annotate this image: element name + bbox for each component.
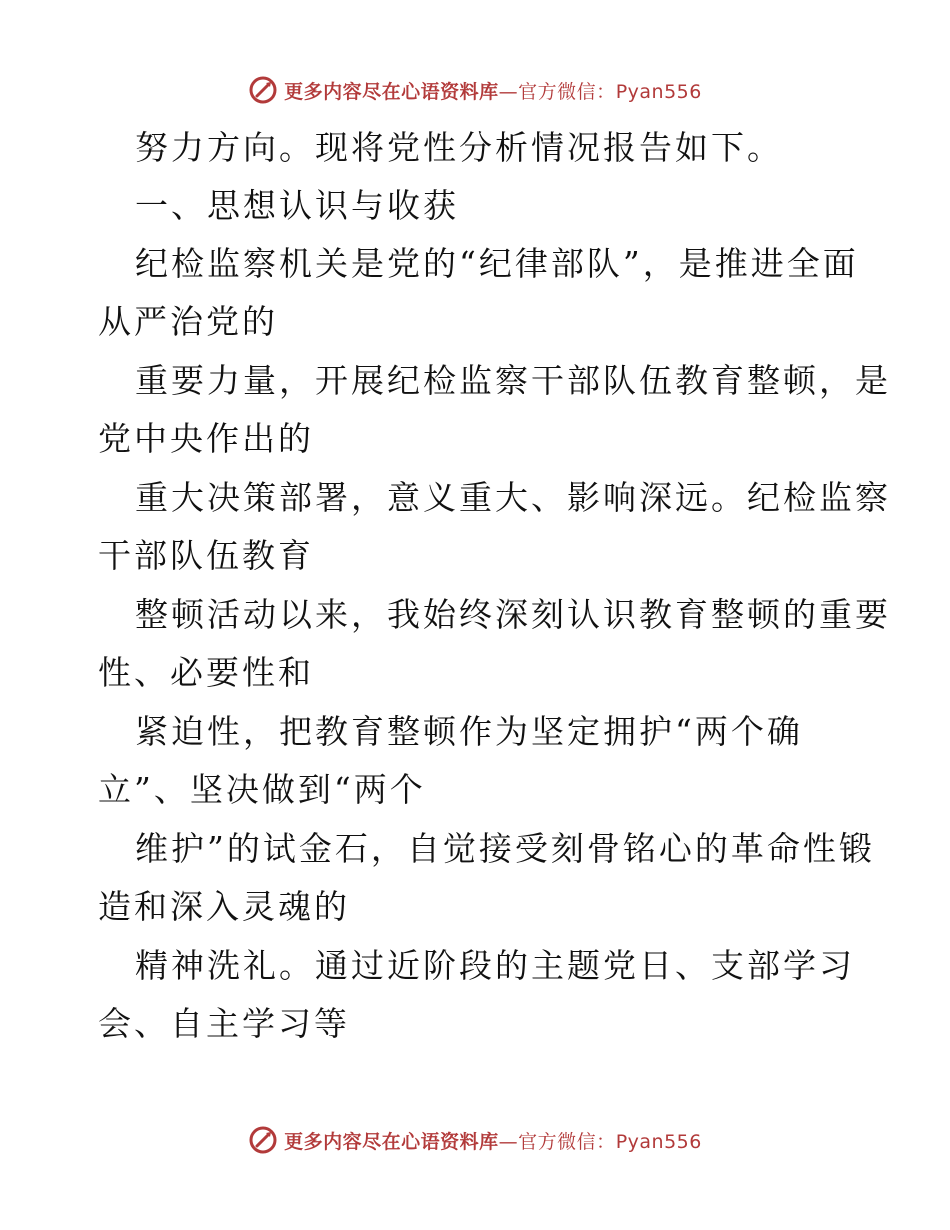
text-line: 造和深入灵魂的 xyxy=(98,887,350,926)
text-line: 立”、坚决做到“两个 xyxy=(98,770,426,809)
brand-logo-icon xyxy=(248,75,278,105)
text-line: 整顿活动以来，我始终深刻认识教育整顿的重要 xyxy=(135,595,891,634)
text-line: 会、自主学习等 xyxy=(98,1004,350,1043)
watermark-header xyxy=(0,70,950,110)
text-line: 干部队伍教育 xyxy=(98,536,314,575)
watermark-footer xyxy=(0,1120,950,1160)
text-line: 党中央作出的 xyxy=(98,419,314,458)
watermark-text xyxy=(284,77,702,104)
text-line: 从严治党的 xyxy=(98,302,278,341)
watermark-separator: — xyxy=(498,80,519,103)
watermark-official: 官方微信： xyxy=(518,1130,616,1153)
watermark-account: Pyan556 xyxy=(615,1130,702,1153)
text-line: 性、必要性和 xyxy=(98,653,314,692)
watermark-account: Pyan556 xyxy=(615,80,702,103)
section-heading: 一、思想认识与收获 xyxy=(135,186,459,225)
text-line: 纪检监察机关是党的“纪律部队”，是推进全面 xyxy=(135,244,859,283)
text-line: 紧迫性，把教育整顿作为坚定拥护“两个确 xyxy=(135,712,803,751)
watermark-separator: — xyxy=(498,1130,519,1153)
text-line: 精神洗礼。通过近阶段的主题党日、支部学习 xyxy=(135,946,855,985)
brand-logo-icon xyxy=(248,1125,278,1155)
watermark-text xyxy=(284,1127,702,1154)
watermark-brand: 更多内容尽在心语资料库 xyxy=(284,80,499,103)
text-line: 努力方向。现将党性分析情况报告如下。 xyxy=(135,128,783,167)
text-line: 重要力量，开展纪检监察干部队伍教育整顿，是 xyxy=(135,361,891,400)
text-line: 重大决策部署，意义重大、影响深远。纪检监察 xyxy=(135,478,891,517)
text-line: 维护”的试金石，自觉接受刻骨铭心的革命性锻 xyxy=(135,829,875,868)
watermark-official: 官方微信： xyxy=(518,80,616,103)
watermark-brand: 更多内容尽在心语资料库 xyxy=(284,1130,499,1153)
